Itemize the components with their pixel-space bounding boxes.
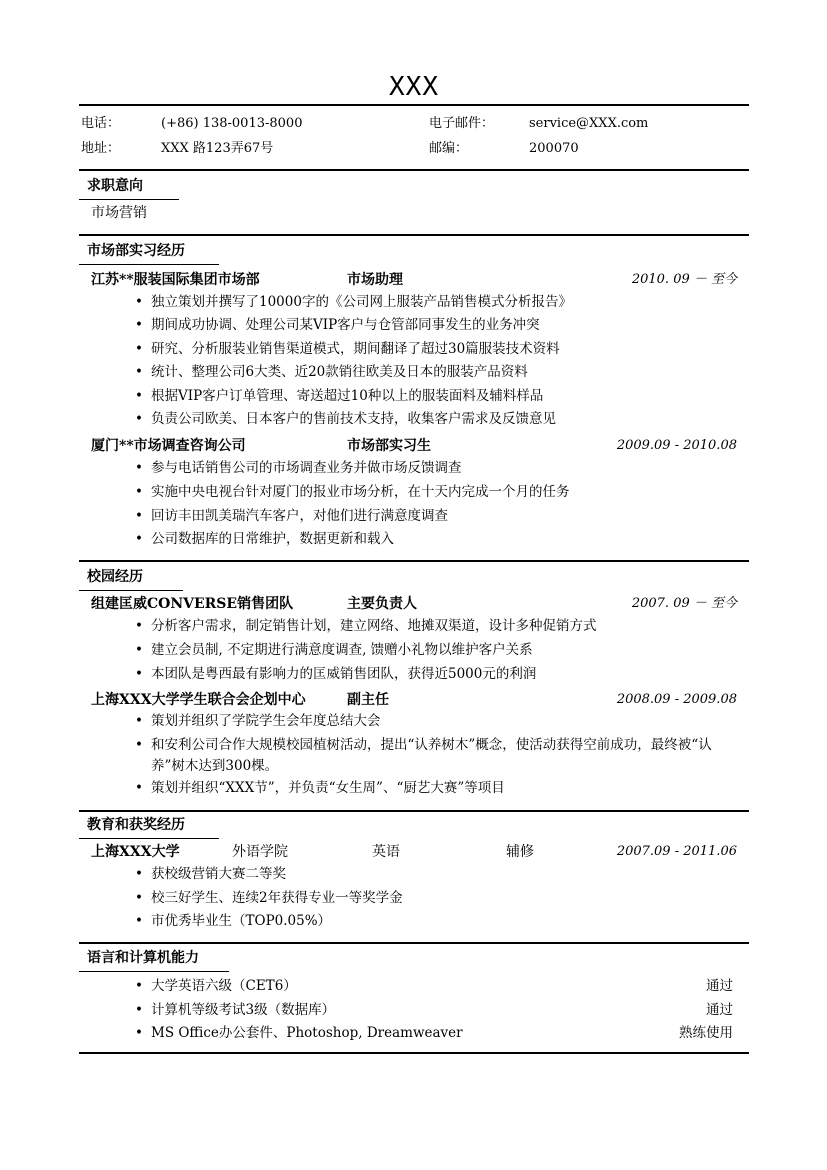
bullet-icon: • xyxy=(135,890,143,906)
footer-rule xyxy=(79,1052,749,1054)
list-item: • 和安利公司合作大规模校园植树活动，提出“认养树木”概念，使活动获得空前成功，最终被“认养”树木达到300棵。 xyxy=(135,737,712,774)
objective-value: 市场营销 xyxy=(91,205,147,221)
section-rule xyxy=(79,169,749,171)
bullet-icon: • xyxy=(135,866,143,882)
entry-org: 上海XXX大学学生联合会企划中心 xyxy=(91,692,306,708)
email-value: service@XXX.com xyxy=(529,116,649,131)
campus-entry xyxy=(79,690,749,710)
list-item: • 回访丰田凯美瑞汽车客户，对他们进行满意度调查 xyxy=(135,506,745,527)
list-item: • 本团队是粤西最有影响力的匡威销售团队，获得近5000元的利润 xyxy=(135,664,745,685)
zip-value: 200070 xyxy=(529,141,579,156)
list-item: • 参与电话销售公司的市场调查业务并做市场反馈调查 xyxy=(135,458,745,479)
bullet-icon: • xyxy=(135,978,143,994)
bullet-icon: • xyxy=(135,460,143,476)
address-label: 地址： xyxy=(81,141,121,156)
list-item: • 统计、整理公司6大类、近20款销往欧美及日本的服装产品资料 xyxy=(135,362,745,383)
education-date: 2007.09 - 2011.06 xyxy=(616,844,737,859)
list-item: • 策划并组织了学院学生会年度总结大会 xyxy=(135,711,745,732)
skills-title: 语言和计算机能力 xyxy=(87,950,199,966)
section-underline xyxy=(79,199,179,200)
list-item: • 分析客户需求，制定销售计划，建立网络、地摊双渠道，设计多种促销方式 xyxy=(135,616,745,637)
resume-page xyxy=(79,0,749,1170)
bullet-icon: • xyxy=(135,780,143,796)
list-item: • 市优秀毕业生（TOP0.05%） xyxy=(135,911,745,932)
entry-role: 市场部实习生 xyxy=(347,438,431,454)
contact-row-2 xyxy=(79,139,749,159)
list-item: • 建立会员制, 不定期进行满意度调查, 馈赠小礼物以维护客户关系 xyxy=(135,640,745,661)
campus-entry xyxy=(79,594,749,614)
bullet-icon: • xyxy=(135,508,143,524)
bullet-icon: • xyxy=(135,642,143,658)
bullet-icon: • xyxy=(135,341,143,357)
bullet-icon: • xyxy=(135,531,143,547)
education-title: 教育和获奖经历 xyxy=(87,817,185,833)
faculty-name: 外语学院 xyxy=(232,844,288,860)
bullet-icon: • xyxy=(135,666,143,682)
bullet-icon: • xyxy=(135,317,143,333)
entry-date: 2009.09 - 2010.08 xyxy=(616,438,737,453)
section-rule xyxy=(79,942,749,944)
list-item: • 获校级营销大赛二等奖 xyxy=(135,864,745,885)
list-item: • 负责公司欧美、日本客户的售前技术支持，收集客户需求及反馈意见 xyxy=(135,409,745,430)
zip-label: 邮编： xyxy=(429,141,469,156)
entry-org: 厦门**市场调查咨询公司 xyxy=(91,438,246,454)
list-item: • 根据VIP客户订单管理、寄送超过10种以上的服装面料及辅料样品 xyxy=(135,386,745,407)
bullet-icon: • xyxy=(135,737,143,753)
bullet-icon: • xyxy=(135,1002,143,1018)
section-underline xyxy=(79,264,219,265)
list-item: • 研究、分析服装业销售渠道模式，期间翻译了超过30篇服装技术资料 xyxy=(135,339,745,360)
bullet-icon: • xyxy=(135,618,143,634)
address-value: XXX 路123弄67号 xyxy=(161,141,274,156)
list-item: • 计算机等级考试3级（数据库） 通过 xyxy=(135,1000,745,1021)
list-item: • 公司数据库的日常维护，数据更新和载入 xyxy=(135,529,745,550)
school-name: 上海XXX大学 xyxy=(91,844,180,860)
email-label: 电子邮件： xyxy=(429,116,495,131)
list-item: • 校三好学生、连续2年获得专业一等奖学金 xyxy=(135,888,745,909)
phone-label: 电话： xyxy=(81,116,121,131)
section-underline xyxy=(79,590,183,591)
entry-date: 2007. 09 － 至今 xyxy=(631,596,737,611)
candidate-name: XXX xyxy=(389,72,439,102)
list-item: • 独立策划并撰写了10000字的《公司网上服装产品销售模式分析报告》 xyxy=(135,292,745,313)
campus-title: 校园经历 xyxy=(87,569,143,585)
internship-entry xyxy=(79,270,749,290)
section-rule xyxy=(79,810,749,812)
bullet-icon: • xyxy=(135,364,143,380)
section-underline xyxy=(79,838,219,839)
skill-level: 通过 xyxy=(706,1002,733,1018)
entry-role: 主要负责人 xyxy=(347,596,417,612)
list-item: • MS Office办公套件、Photoshop, Dreamweaver 熟练使用 xyxy=(135,1023,745,1044)
phone-value: (+86) 138-0013-8000 xyxy=(161,116,303,131)
objective-title: 求职意向 xyxy=(87,178,143,194)
entry-role: 市场助理 xyxy=(347,272,403,288)
bullet-icon: • xyxy=(135,294,143,310)
section-rule xyxy=(79,234,749,236)
list-item: • 实施中央电视台针对厦门的报业市场分析，在十天内完成一个月的任务 xyxy=(135,482,745,503)
bullet-icon: • xyxy=(135,388,143,404)
major-name: 英语 xyxy=(372,844,400,860)
header-rule xyxy=(79,104,749,106)
internship-entry xyxy=(79,436,749,456)
list-item: • 大学英语六级（CET6） 通过 xyxy=(135,976,745,997)
bullet-icon: • xyxy=(135,411,143,427)
entry-org: 江苏**服装国际集团市场部 xyxy=(91,272,260,288)
entry-date: 2008.09 - 2009.08 xyxy=(616,692,737,707)
bullet-icon: • xyxy=(135,484,143,500)
contact-row-1 xyxy=(79,114,749,134)
list-item: • 策划并组织“XXX节”，并负责“女生周”、“厨艺大赛”等项目 xyxy=(135,778,745,799)
bullet-icon: • xyxy=(135,1025,143,1041)
entry-org: 组建匡威CONVERSE销售团队 xyxy=(91,596,294,612)
internship-title: 市场部实习经历 xyxy=(87,243,185,259)
bullet-icon: • xyxy=(135,913,143,929)
entry-role: 副主任 xyxy=(347,692,389,708)
bullet-icon: • xyxy=(135,713,143,729)
section-underline xyxy=(79,971,229,972)
skill-level: 熟练使用 xyxy=(679,1025,733,1041)
minor-label: 辅修 xyxy=(506,844,534,860)
education-entry xyxy=(79,842,749,862)
objective-row xyxy=(79,203,749,223)
entry-date: 2010. 09 － 至今 xyxy=(631,272,737,287)
list-item: • 期间成功协调、处理公司某VIP客户与仓管部同事发生的业务冲突 xyxy=(135,315,745,336)
skill-level: 通过 xyxy=(706,978,733,994)
section-rule xyxy=(79,560,749,562)
